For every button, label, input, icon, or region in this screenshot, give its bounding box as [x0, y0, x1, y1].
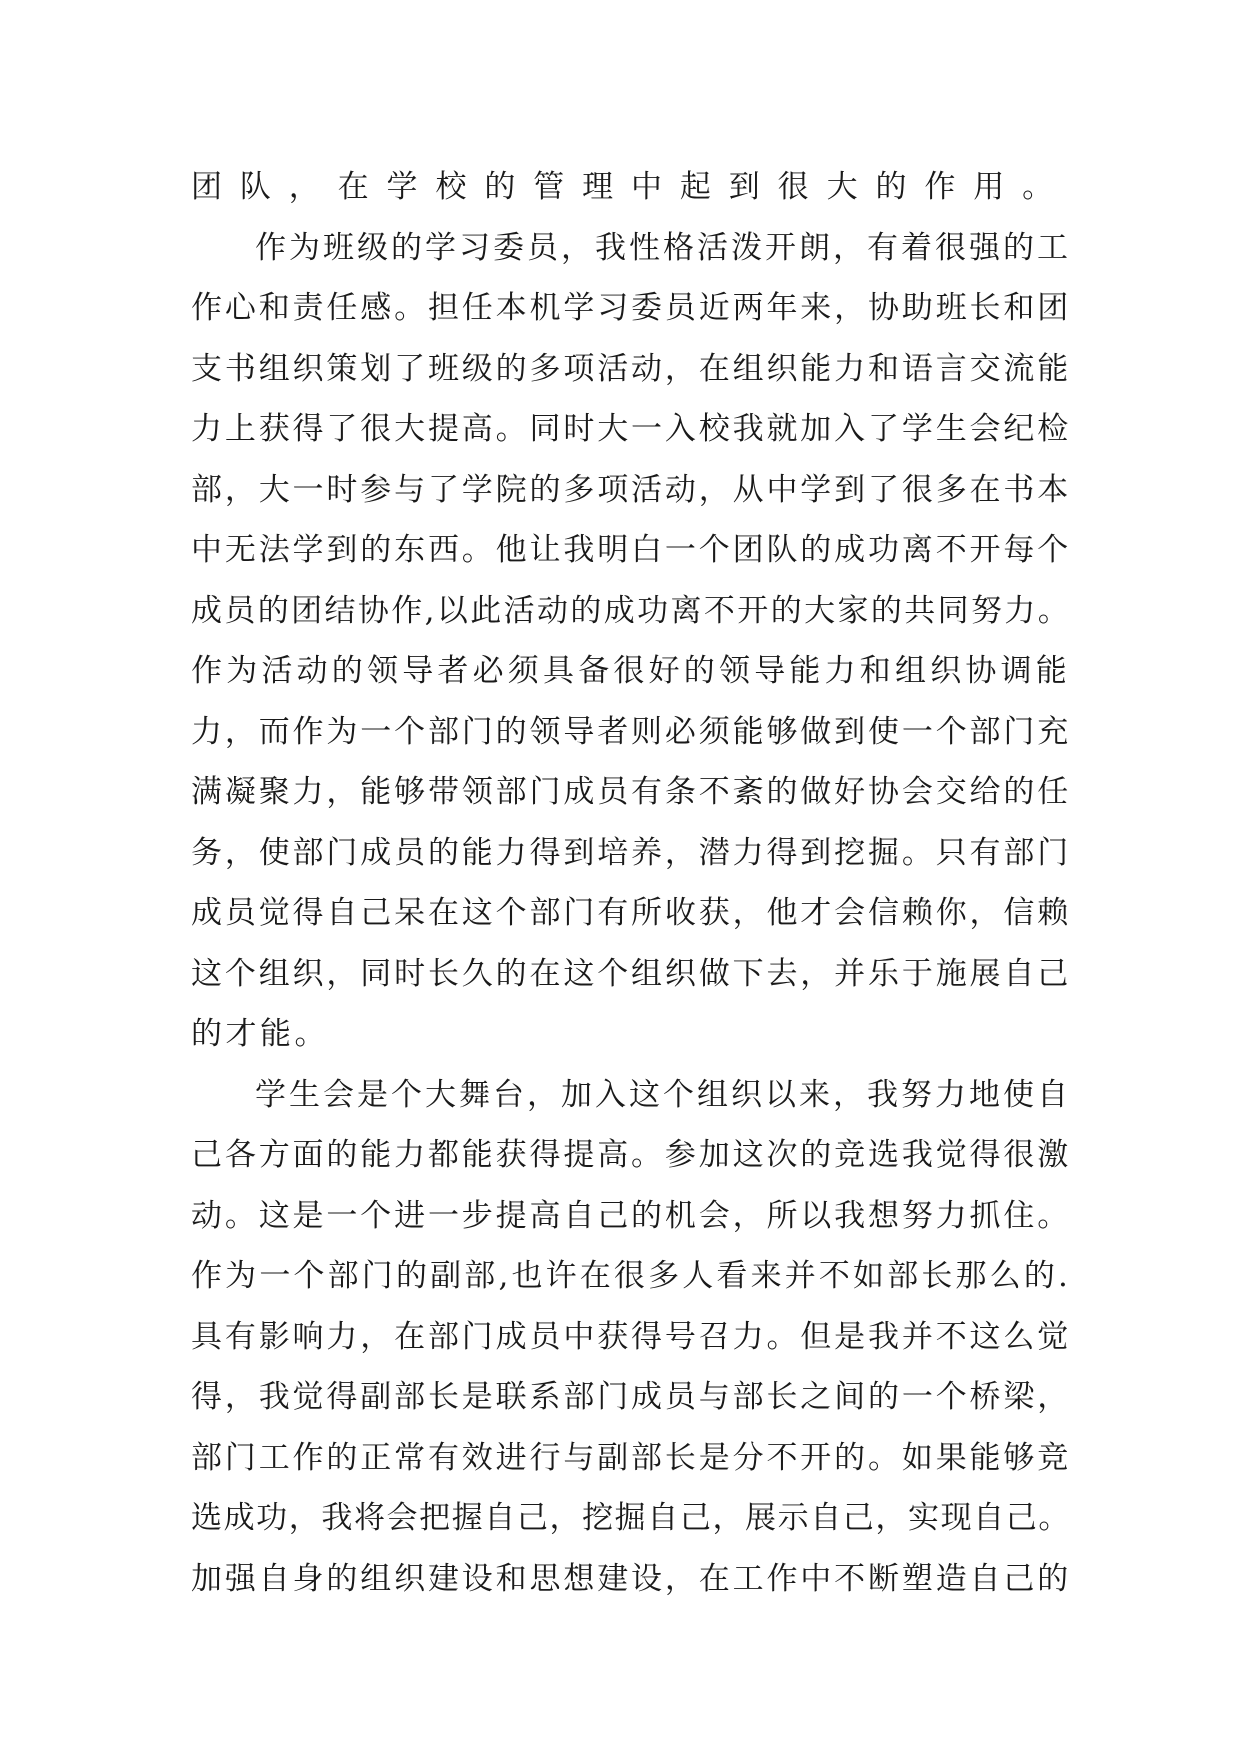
text-line: 作为活动的领导者必须具备很好的领导能力和组织协调能 [191, 653, 1071, 689]
text-line: 作为一个部门的副部,也许在很多人看来并不如部长那么的. [191, 1258, 1071, 1294]
text-line: 力，而作为一个部门的领导者则必须能够做到使一个部门充 [191, 713, 1071, 750]
text-line: 中无法学到的东西。他让我明白一个团队的成功离不开每个 [191, 532, 1071, 568]
text-line: 加强自身的组织建设和思想建设，在工作中不断塑造自己的 [191, 1560, 1071, 1597]
text-line: 得，我觉得副部长是联系部门成员与部长之间的一个桥梁， [191, 1379, 1071, 1415]
text-line: 己各方面的能力都能获得提高。参加这次的竞选我觉得很激 [191, 1137, 1071, 1173]
text-line: 选成功，我将会把握自己，挖掘自己，展示自己，实现自己。 [191, 1500, 1071, 1536]
text-line: 的才能。 [191, 1016, 329, 1052]
text-line: 成员觉得自己呆在这个部门有所收获，他才会信赖你，信赖 [191, 895, 1071, 931]
text-line: 满凝聚力，能够带领部门成员有条不紊的做好协会交给的任 [191, 774, 1071, 810]
paragraph-first-line: 学生会是个大舞台，加入这个组织以来，我努力地使自 [255, 1076, 1071, 1113]
text-line: 务，使部门成员的能力得到培养，潜力得到挖掘。只有部门 [191, 834, 1071, 871]
text-line: 这个组织，同时长久的在这个组织做下去，并乐于施展自己 [191, 955, 1071, 992]
text-line: 支书组织策划了班级的多项活动，在组织能力和语言交流能 [191, 350, 1071, 387]
text-line: 作心和责任感。担任本机学习委员近两年来，协助班长和团 [191, 290, 1071, 326]
text-line: 具有影响力，在部门成员中获得号召力。但是我并不这么觉 [191, 1318, 1071, 1355]
body-text [191, 157, 1071, 1609]
text-line: 团队，在学校的管理中起到很大的作用。 [191, 169, 1071, 205]
text-line: 动。这是一个进一步提高自己的机会，所以我想努力抓住。 [191, 1197, 1071, 1234]
text-line: 部门工作的正常有效进行与副部长是分不开的。如果能够竞 [191, 1439, 1071, 1476]
text-line: 成员的团结协作,以此活动的成功离不开的大家的共同努力。 [191, 592, 1071, 629]
text-line: 力上获得了很大提高。同时大一入校我就加入了学生会纪检 [191, 411, 1071, 447]
paragraph-first-line: 作为班级的学习委员，我性格活泼开朗，有着很强的工 [255, 229, 1071, 266]
text-line: 部，大一时参与了学院的多项活动，从中学到了很多在书本 [191, 471, 1071, 508]
